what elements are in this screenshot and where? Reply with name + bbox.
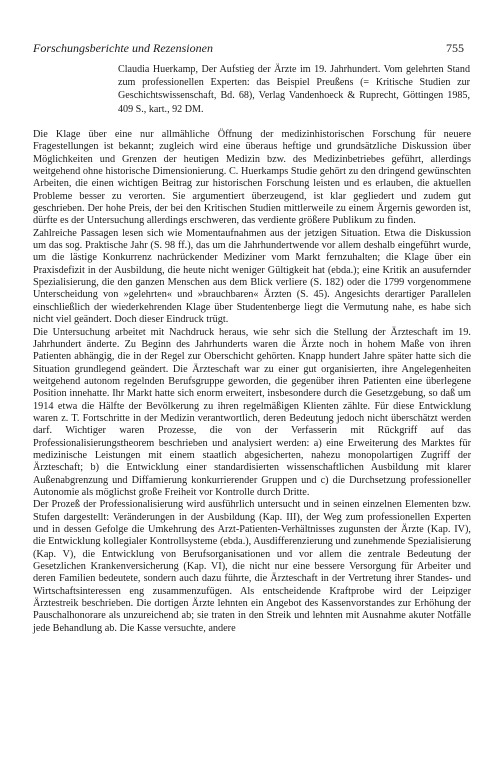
- paragraph: Die Untersuchung arbeitet mit Nachdruck heraus, wie sehr sich die Stellung der Ärzteschaft im 19. Jahrhundert änderte. Zu Beginn des Jahrhunderts waren die Ärzte noch in hohem Maße von ihren Patienten abhängig, die in der Regel zur Oberschicht gehörten. Knapp hundert Jahre später hatte sich die Situation grundlegend geändert. Die Ärzteschaft war zu einer gut organisierten, ihre Angelegenheiten weitgehend autonom regelnden Berufsgruppe geworden, die gegenüber ihren Patienten eine überlegene Position innehatte. Ihr Markt hatte sich enorm erweitert, insbesondere durch die Gesetzgebung, so daß um 1914 etwa die Hälfte der Bevölkerung zu ihren regelmäßigen Klienten zählte. Für diese Entwicklung waren z. T. Fortschritte in der Medizin verantwortlich, deren Bedeutung jedoch nicht überschätzt werden darf. Wichtiger waren Prozesse, die von der Verfasserin mit Rückgriff auf das Professionalisierungstheorem beschrieben und analysiert werden: a) eine Erweiterung des Marktes für medizinische Leistungen mit einem staatlich abgesicherten, nahezu monopolartigen Zugriff der Ärzteschaft; b) die Entwicklung einer standardisierten wissenschaftlichen Ausbildung mit klarer Außenabgrenzung und Diffamierung konkurrierender Gruppen und c) die Durchsetzung professioneller Autonomie als möglichst große Freiheit vor Kontrolle durch Dritte.: [33, 326, 471, 498]
- running-title: Forschungsberichte und Rezensionen: [33, 41, 213, 55]
- running-head: [33, 40, 464, 56]
- paragraph: Zahlreiche Passagen lesen sich wie Momentaufnahmen aus der jetzigen Situation. Etwa die Diskussion um das sog. Praktische Jahr (S. 98 ff.), das um die Jahrhundertwende vor allem deshalb eingeführt wurde, um die lästige Konkurrenz nachrückender Mediziner vom Markt fernzuhalten; die Klage über ein Praxisdefizit in der Ausbildung, die heute nicht weniger Gültigkeit hat (ebda.); eine Kritik an ausufernder Spezialisierung, die den ganzen Menschen aus dem Blick verliere (S. 182) oder die 1799 vorgenommene Unterscheidung von »gelehrten« und »brauchbaren« Ärzten (S. 45). Angesichts derartiger Parallelen einschließlich der wiederkehrenden Klage über Studentenberge liegt die Vermutung nahe, es habe sich nicht viel geändert. Doch dieser Eindruck trügt.: [33, 227, 471, 326]
- page-number: 755: [446, 41, 464, 55]
- paragraph: Die Klage über eine nur allmähliche Öffnung der medizinhistorischen Forschung für neuere Fragestellungen ist bekannt; zugleich wird eine überaus heftige und grundsätzliche Diskussion über Möglichkeiten und Grenzen der heutigen Medizin bzw. des Medizinbetriebes geführt, allerdings weitgehend ohne historische Dimensionierung. C. Huerkamps Studie gehört zu den dringend gewünschten Arbeiten, die einen wichtigen Beitrag zur historischen Forschung leisten und es erlauben, die aktuellen Probleme besser zu verorten. Sie argumentiert überzeugend, ist klar gegliedert und zudem gut geschrieben. Der hohe Preis, der bei den Kritischen Studien mittlerweile zu einem Ärgernis geworden ist, dürfte es der Untersuchung allerdings erschweren, das verdiente größere Publikum zu finden.: [33, 129, 471, 227]
- book-citation: Claudia Huerkamp, Der Aufstieg der Ärzte im 19. Jahrhundert. Vom gelehrten Stand zum professionellen Experten: das Beispiel Preußens (= Kritische Studien zur Geschichtswissenschaft, Bd. 68), Verlag Vandenhoeck & Ruprecht, Göttingen 1985, 409 S., kart., 92 DM.: [118, 64, 470, 115]
- review-body: [33, 129, 471, 635]
- paragraph: Der Prozeß der Professionalisierung wird ausführlich untersucht und in seinen einzelnen Elementen bzw. Stufen dargestellt: Veränderungen in der Ausbildung (Kap. III), der Weg zum professionellen Experten und in dessen Gefolge die Umkehrung des Arzt-Patienten-Verhältnisses zugunsten der Ärzte (Kap. IV), die Entwicklung kollegialer Kontrollsysteme (ebda.), Ausdifferenzierung und zunehmende Spezialisierung (Kap. V), die Entwicklung von Berufsorganisationen und vor allem die zentrale Bedeutung der Gesetzlichen Krankenversicherung (Kap. VI), die nicht nur eine bessere Versorgung für Arbeiter und deren Familien bedeutete, sondern auch dazu führte, die Ärzteschaft in der Vertretung ihrer Standes- und Wirtschaftsinteressen eng zusammenzufügen. Als entscheidende Kraftprobe wird der Leipziger Ärztestreik beschrieben. Die dortigen Ärzte lehnten ein Angebot des Kassenvorstandes zur Erhöhung der Pauschalhonorare als unzureichend ab; sie traten in den Streik und lehnten mit Ausnahme akuter Notfälle jede Behandlung ab. Die Kasse versuchte, andere: [33, 499, 471, 634]
